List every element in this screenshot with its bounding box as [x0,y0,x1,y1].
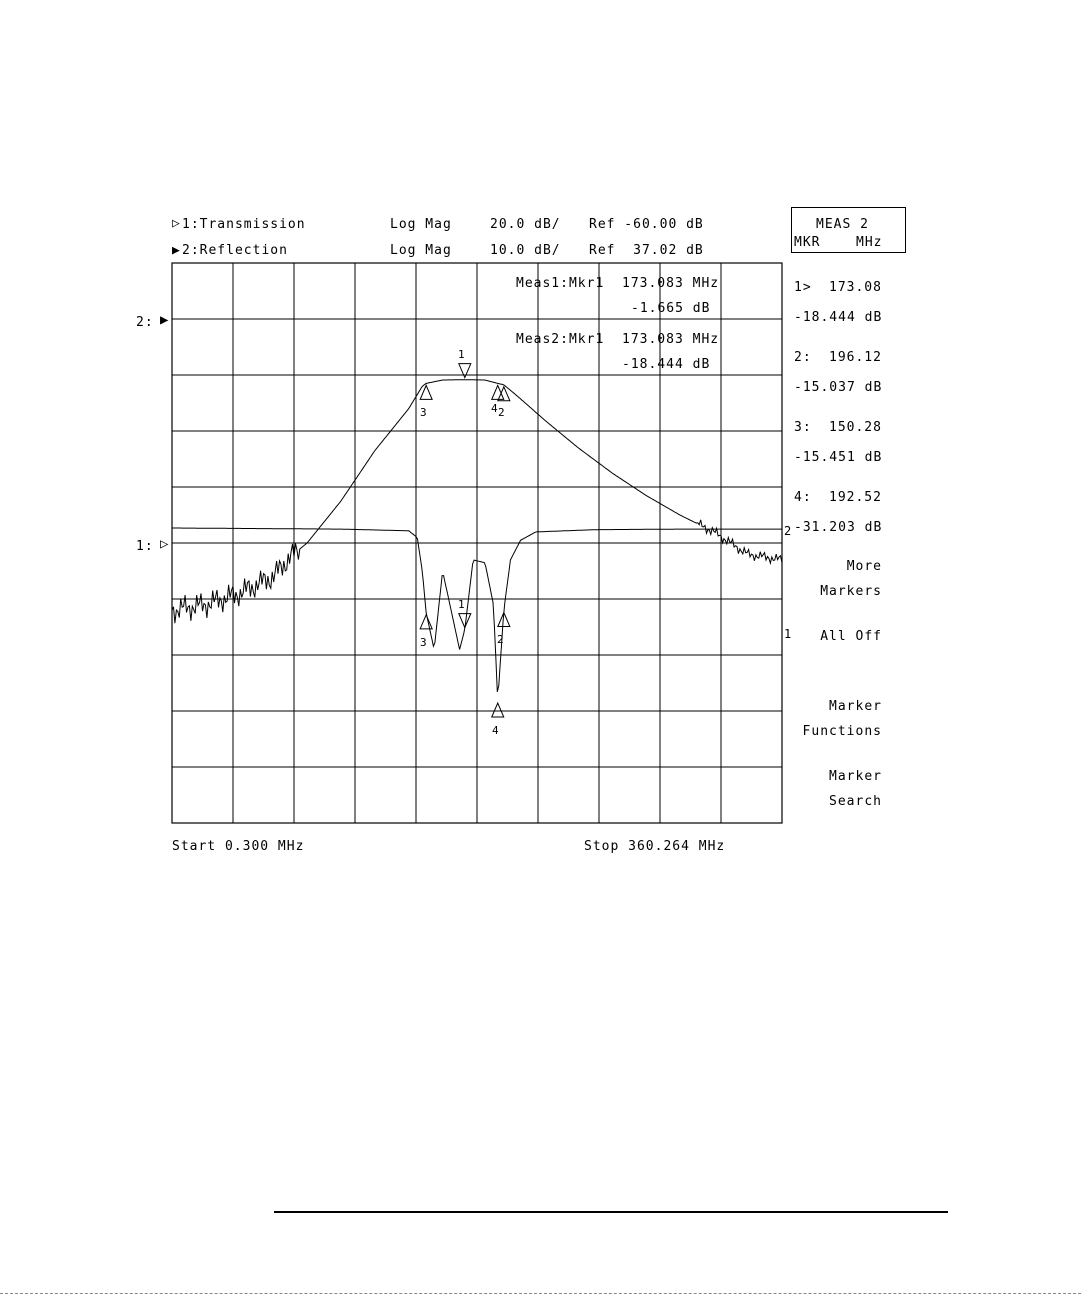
trace2-ref: Ref 37.02 dB [589,243,704,258]
marker-1-triangle-transmission [459,364,471,378]
trace1-format: Log Mag [390,217,452,232]
meas1-label: Meas1:Mkr1 [516,276,605,291]
marker-2-value: -15.037 dB [794,380,883,395]
marker-4-triangle-reflection [492,703,504,717]
softkey-more-markers-line1: More [846,559,882,574]
marker-3-triangle-reflection [420,615,432,629]
menu-title: MEAS 2 [816,217,869,232]
softkey-more-markers[interactable] [820,554,882,604]
trace1-ref: Ref -60.00 dB [589,217,704,232]
t2-marker-2-label: 2 [497,633,504,646]
meas2-label: Meas2:Mkr1 [516,332,605,347]
t1-marker-4-label: 4 [491,402,498,415]
t2-marker-1-label: 1 [458,598,465,611]
menu-units-right: MHz [856,235,883,250]
t2-marker-3-label: 3 [420,636,427,649]
meas1-freq: 173.083 MHz [622,276,720,291]
softkey-marker-search-line1: Marker [829,769,882,784]
trace1-scale: 20.0 dB/ [490,217,561,232]
marker-3-id: 3: [794,420,812,435]
softkey-marker-functions-line1: Marker [829,699,882,714]
softkey-marker-search-line2: Search [829,794,882,809]
ref-marker-2-icon: ▶ [160,312,170,328]
trace1-label: 1:Transmission [182,217,306,232]
t1-marker-3-label: 3 [420,406,427,419]
marker-1-freq: 173.08 [829,280,882,295]
marker-2-freq: 196.12 [829,350,882,365]
menu-units-left: MKR [794,235,821,250]
meas2-freq: 173.083 MHz [622,332,720,347]
marker-4-freq: 192.52 [829,490,882,505]
graticule-grid [172,263,782,823]
start-frequency: Start 0.300 MHz [172,839,305,854]
softkey-marker-search[interactable] [829,764,882,814]
marker-1-id: 1> [794,280,812,295]
trace1-active-arrow-icon: ▷ [172,216,181,231]
marker-4-id: 4: [794,490,812,505]
softkey-all-off-label: All Off [820,629,882,644]
t2-marker-4-label: 4 [492,724,499,737]
page-edge-line [0,1293,1081,1294]
meas1-value: -1.665 dB [631,301,711,316]
stop-frequency: Stop 360.264 MHz [584,839,726,854]
ref-marker-1-icon: ▷ [160,536,170,552]
trace2-end-label: 2 [784,524,793,538]
trace1-end-label: 1 [784,627,793,641]
marker-3-freq: 150.28 [829,420,882,435]
softkey-all-off[interactable] [820,624,882,649]
marker-3-value: -15.451 dB [794,450,883,465]
trace2-arrow-icon: ▶ [172,243,181,258]
marker-2-id: 2: [794,350,812,365]
trace2-label: 2:Reflection [182,243,288,258]
softkey-more-markers-line2: Markers [820,584,882,599]
ref-marker-2-label: 2: [136,315,154,330]
marker-1-value: -18.444 dB [794,310,883,325]
trace2-format: Log Mag [390,243,452,258]
ref-marker-1-label: 1: [136,539,154,554]
marker-4-value: -31.203 dB [794,520,883,535]
t1-marker-1-label: 1 [458,348,465,361]
softkey-marker-functions[interactable] [803,694,882,744]
footer-rule [274,1211,948,1213]
softkey-marker-functions-line2: Functions [802,724,882,739]
t1-marker-2-label: 2 [498,406,505,419]
trace2-scale: 10.0 dB/ [490,243,561,258]
meas2-value: -18.444 dB [622,357,711,372]
